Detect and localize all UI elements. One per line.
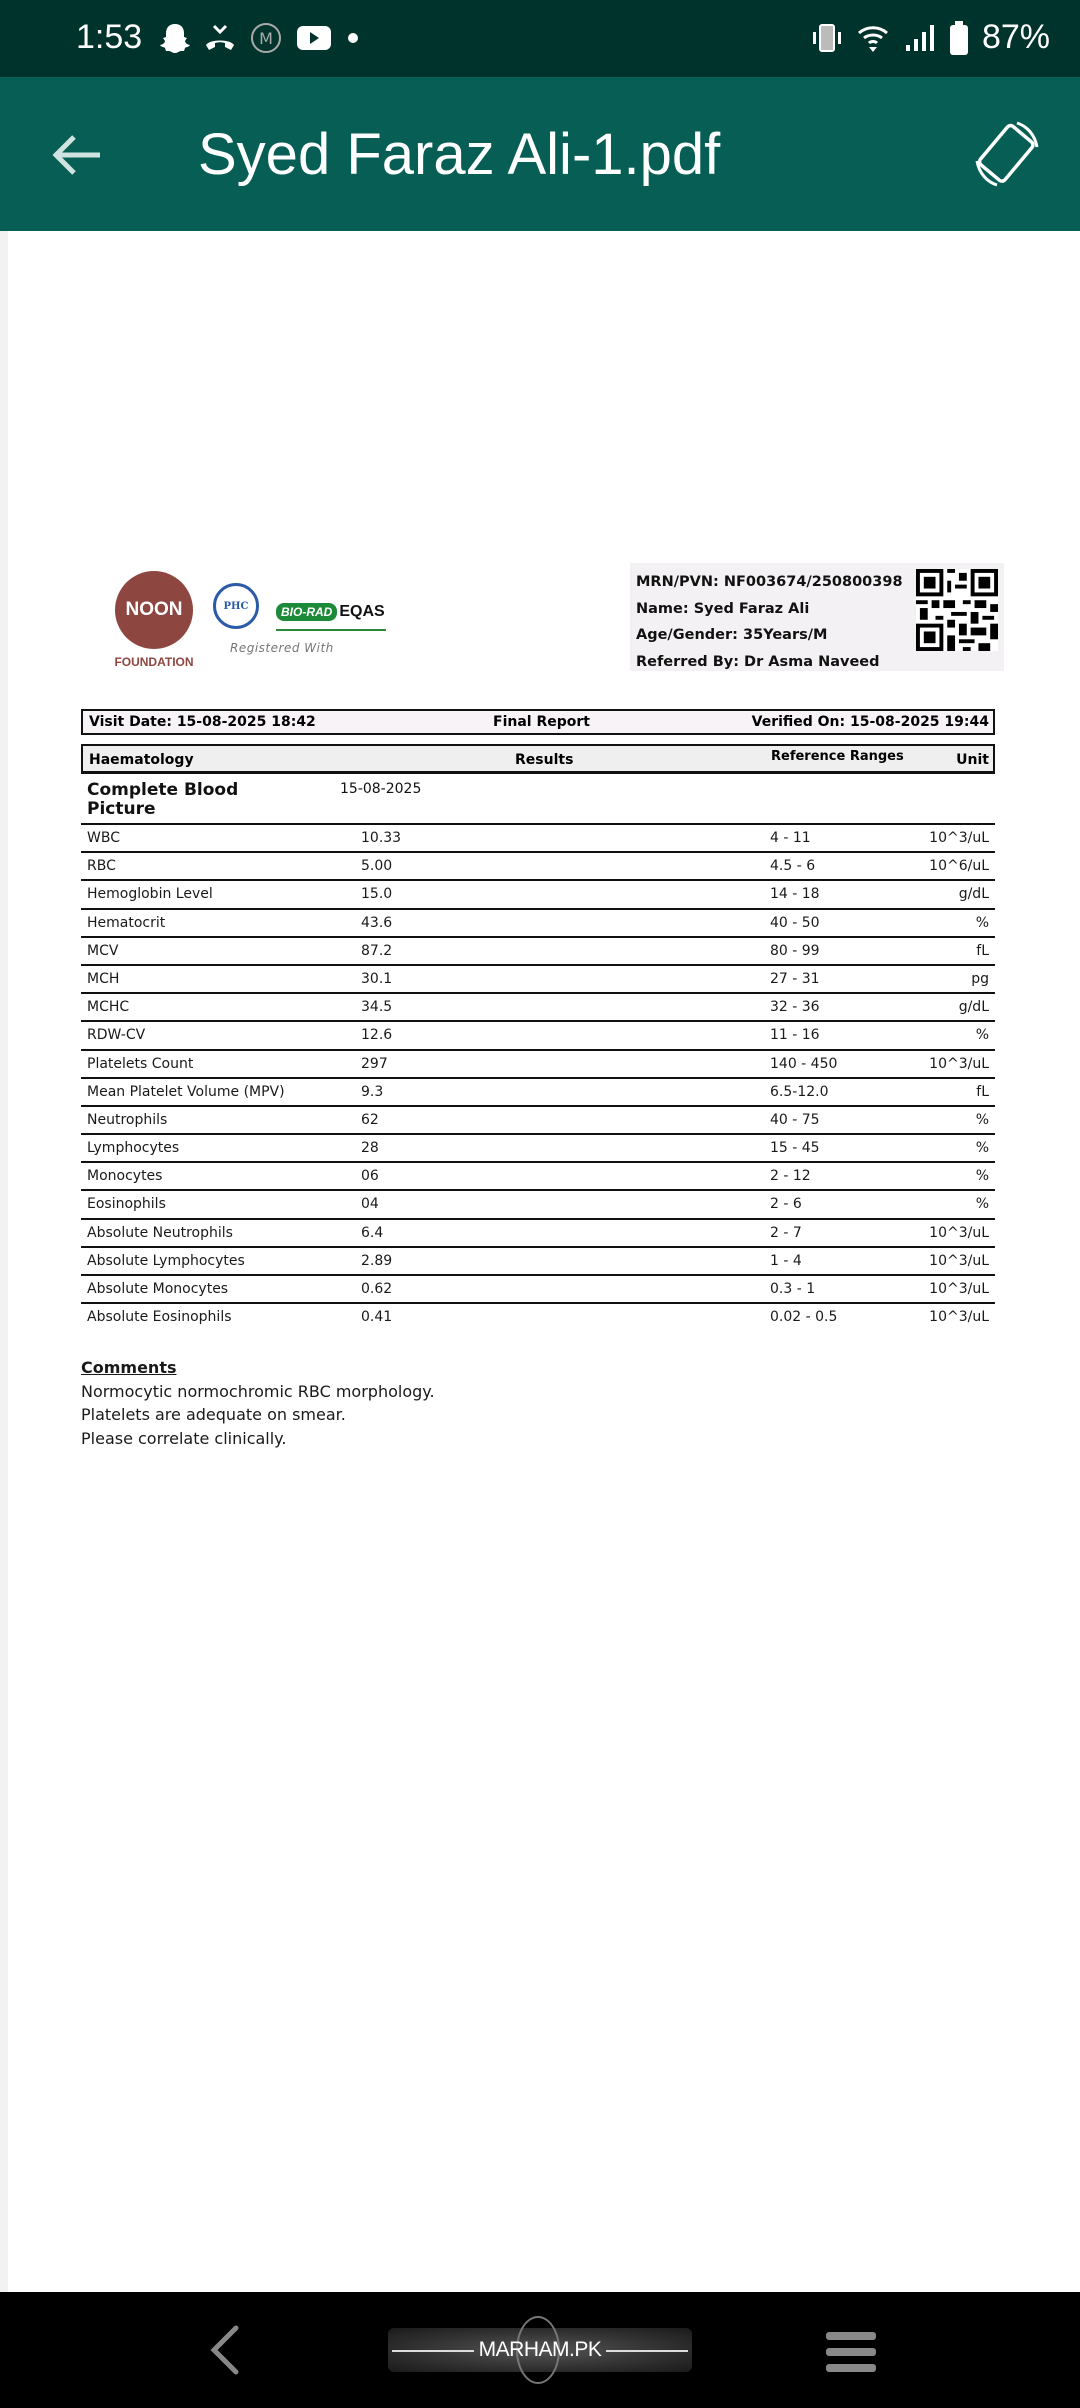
test-name: Lymphocytes (87, 1140, 180, 1157)
test-unit: % (975, 1027, 989, 1044)
test-unit: fL (976, 942, 989, 959)
test-value: 9.3 (361, 1083, 384, 1100)
back-button[interactable] (50, 127, 106, 183)
test-name: Neutrophils (87, 1111, 168, 1128)
test-reference-range: 11 - 16 (770, 1027, 820, 1044)
test-value: 06 (361, 1168, 379, 1185)
patient-age-gender: Age/Gender: 35Years/M (636, 627, 828, 643)
test-name: MCHC (87, 999, 130, 1016)
section-date: 15-08-2025 (340, 781, 422, 797)
status-time: 1:53 (76, 18, 143, 56)
recent-apps-icon-bar (826, 2332, 876, 2340)
test-name: Hematocrit (87, 914, 166, 931)
test-reference-range: 40 - 50 (770, 914, 820, 931)
noon-logo-circle: NOON (115, 571, 193, 649)
header-unit: Unit (956, 752, 989, 768)
comment-line: Platelets are adequate on smear. (81, 1405, 346, 1424)
test-unit: 10^6/uL (929, 858, 989, 875)
header-reference: Reference Ranges (771, 749, 904, 764)
noon-foundation-logo (104, 571, 204, 711)
test-unit: % (975, 914, 989, 931)
nav-home-button[interactable] (388, 2328, 692, 2372)
test-reference-range: 6.5-12.0 (770, 1083, 829, 1100)
table-row (81, 823, 995, 851)
pdf-page (8, 231, 1080, 2292)
recent-apps-icon-bar (826, 2348, 876, 2356)
comment-line: Normocytic normochromic RBC morphology. (81, 1381, 435, 1401)
test-name: Platelets Count (87, 1055, 194, 1072)
home-label: MARHAM.PK (478, 2338, 602, 2361)
comment-line: Please correlate clinically. (81, 1428, 287, 1448)
test-reference-range: 4 - 11 (770, 830, 811, 846)
visit-info-bar (81, 709, 995, 735)
table-row (81, 1161, 995, 1189)
biorad-label: BIO-RAD (276, 603, 337, 621)
nav-back-icon (200, 2322, 250, 2378)
test-reference-range: 14 - 18 (770, 886, 820, 903)
test-reference-range: 40 - 75 (770, 1111, 820, 1128)
test-value: 34.5 (361, 999, 393, 1016)
test-reference-range: 2 - 12 (770, 1168, 811, 1185)
snapchat-icon (160, 22, 190, 54)
svg-text:M: M (259, 29, 273, 48)
patient-referred-by: Referred By: Dr Asma Naveed (636, 653, 880, 670)
test-unit: g/dL (958, 999, 989, 1016)
table-row (81, 1077, 995, 1105)
test-name: Hemoglobin Level (87, 886, 213, 903)
biorad-eqas-logo (276, 603, 385, 621)
document-title: Syed Faraz Ali-1.pdf (198, 122, 721, 187)
vibrate-icon (810, 21, 844, 55)
comments-heading: Comments (81, 1358, 177, 1377)
test-name: RBC (87, 858, 116, 875)
phc-logo: PHC (213, 583, 259, 629)
test-value: 12.6 (361, 1027, 393, 1044)
nav-recent-apps-button[interactable] (826, 2332, 876, 2372)
screen-rotate-icon (972, 119, 1042, 189)
table-row (81, 1020, 995, 1048)
test-unit: 10^3/uL (929, 1309, 989, 1326)
arrow-left-icon (50, 127, 106, 183)
app-bar (0, 77, 1080, 231)
patient-mrn: MRN/PVN: NF003674/250800398 (636, 574, 903, 590)
test-reference-range: 2 - 7 (770, 1224, 802, 1241)
section-title: Complete Blood Picture (87, 780, 239, 819)
test-reference-range: 4.5 - 6 (770, 858, 816, 875)
m-app-icon (250, 22, 282, 54)
table-header (81, 744, 995, 774)
test-name: MCV (87, 942, 119, 959)
test-value: 0.62 (361, 1281, 393, 1297)
verified-on: Verified On: 15-08-2025 19:44 (751, 714, 989, 730)
test-unit: % (975, 1168, 989, 1185)
comments-section (81, 1356, 435, 1450)
report-status: Final Report (493, 714, 590, 730)
recent-apps-icon-bar (826, 2364, 876, 2372)
battery-icon (948, 20, 970, 56)
registered-with-label: Registered With (230, 641, 334, 655)
battery-percent: 87% (981, 18, 1050, 56)
header-results: Results (515, 752, 574, 768)
test-value: 0.41 (361, 1309, 393, 1326)
patient-name: Name: Syed Faraz Ali (636, 600, 810, 617)
patient-info-box (630, 563, 1004, 671)
table-row (81, 851, 995, 879)
test-unit: pg (971, 970, 989, 987)
test-unit: % (975, 1196, 989, 1213)
test-reference-range: 0.3 - 1 (770, 1281, 816, 1297)
table-row (81, 1218, 995, 1246)
test-value: 297 (361, 1055, 388, 1072)
table-row (81, 992, 995, 1020)
test-unit: 10^3/uL (929, 1055, 989, 1072)
navigation-bar (0, 2292, 1080, 2408)
qr-code-icon (916, 569, 998, 651)
test-value: 04 (361, 1196, 379, 1213)
test-unit: 10^3/uL (929, 1252, 989, 1269)
test-value: 43.6 (361, 914, 393, 931)
table-row (81, 1133, 995, 1161)
table-row (81, 1189, 995, 1217)
logo-underline (276, 629, 386, 631)
test-name: Absolute Monocytes (87, 1281, 229, 1297)
dot-icon (346, 31, 360, 45)
test-value: 62 (361, 1111, 379, 1128)
test-reference-range: 32 - 36 (770, 999, 820, 1016)
test-unit: 10^3/uL (929, 1224, 989, 1241)
test-reference-range: 2 - 6 (770, 1196, 802, 1213)
test-name: Eosinophils (87, 1196, 166, 1213)
test-unit: 10^3/uL (929, 830, 989, 846)
table-row (81, 1105, 995, 1133)
table-row (81, 964, 995, 992)
test-value: 5.00 (361, 858, 393, 875)
table-row (81, 908, 995, 936)
test-name: WBC (87, 830, 120, 846)
test-reference-range: 27 - 31 (770, 970, 820, 987)
rotate-screen-button[interactable] (972, 119, 1042, 189)
test-value: 87.2 (361, 942, 393, 959)
test-value: 10.33 (361, 830, 402, 846)
test-name: Absolute Eosinophils (87, 1309, 232, 1326)
test-unit: fL (976, 1083, 989, 1100)
test-name: Monocytes (87, 1168, 163, 1185)
test-reference-range: 0.02 - 0.5 (770, 1309, 838, 1326)
missed-call-icon (204, 23, 236, 53)
test-value: 6.4 (361, 1224, 384, 1241)
table-row (81, 1246, 995, 1274)
visit-date: Visit Date: 15-08-2025 18:42 (89, 714, 316, 730)
test-unit: % (975, 1140, 989, 1157)
table-row (81, 879, 995, 907)
test-value: 2.89 (361, 1252, 393, 1269)
wifi-icon (856, 21, 890, 55)
table-row (81, 1049, 995, 1077)
signal-icon (902, 21, 936, 55)
results-table (81, 823, 995, 1330)
test-reference-range: 80 - 99 (770, 942, 820, 959)
table-row (81, 1302, 995, 1330)
test-name: RDW-CV (87, 1027, 146, 1044)
test-reference-range: 1 - 4 (770, 1252, 802, 1269)
status-bar (0, 0, 1080, 77)
test-reference-range: 140 - 450 (770, 1055, 838, 1072)
test-name: Absolute Lymphocytes (87, 1252, 245, 1269)
test-name: Mean Platelet Volume (MPV) (87, 1083, 285, 1100)
test-unit: 10^3/uL (929, 1281, 989, 1297)
test-value: 28 (361, 1140, 379, 1157)
test-name: MCH (87, 970, 120, 987)
eqas-label: EQAS (339, 603, 385, 620)
test-unit: g/dL (958, 886, 989, 903)
test-name: Absolute Neutrophils (87, 1224, 233, 1241)
test-reference-range: 15 - 45 (770, 1140, 820, 1157)
youtube-icon (296, 24, 332, 52)
test-value: 15.0 (361, 886, 393, 903)
noon-logo-subtitle: FOUNDATION (114, 655, 194, 669)
pdf-viewer[interactable] (0, 231, 1080, 2292)
test-value: 30.1 (361, 970, 393, 987)
table-row (81, 1274, 995, 1302)
table-row (81, 936, 995, 964)
nav-back-button[interactable] (200, 2322, 250, 2378)
test-unit: % (975, 1111, 989, 1128)
header-department: Haematology (89, 752, 194, 768)
